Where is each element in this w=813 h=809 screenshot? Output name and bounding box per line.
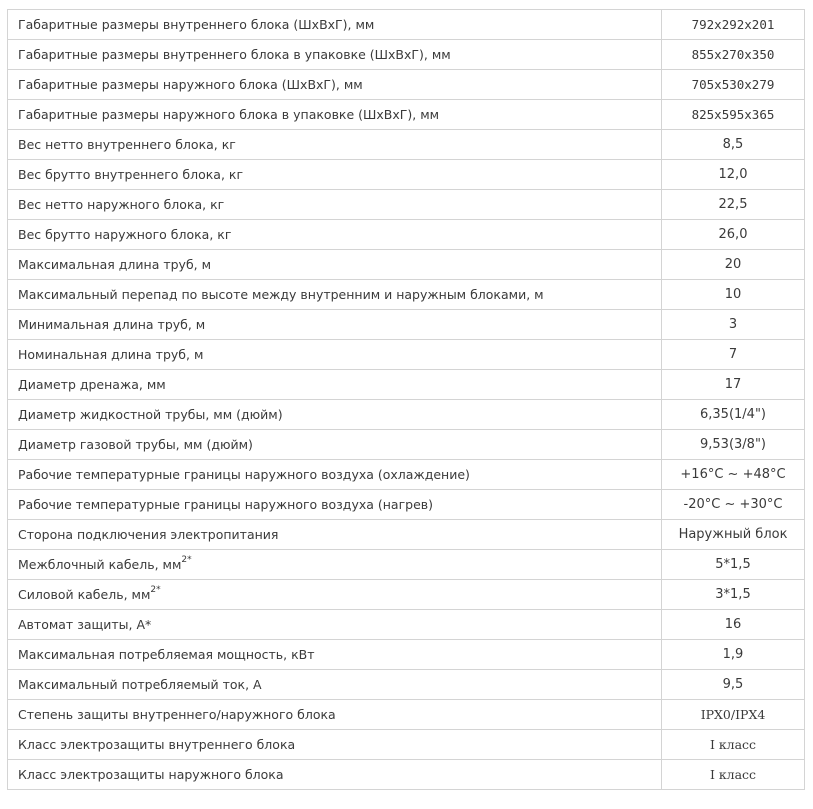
row-value: 20 bbox=[662, 250, 805, 280]
row-value: 9,53(3/8") bbox=[662, 430, 805, 460]
row-name: Максимальный перепад по высоте между внутренним и наружным блоками, м bbox=[8, 280, 662, 310]
row-name: Вес нетто наружного блока, кг bbox=[8, 190, 662, 220]
row-value: +16°C ~ +48°C bbox=[662, 460, 805, 490]
row-name-text: Межблочный кабель, мм bbox=[18, 556, 182, 572]
row-value: 9,5 bbox=[662, 670, 805, 700]
row-value: 16 bbox=[662, 610, 805, 640]
table-row bbox=[8, 520, 805, 550]
row-value: Наружный блок bbox=[662, 520, 805, 550]
table-row bbox=[8, 220, 805, 250]
row-name: Степень защиты внутреннего/наружного блока bbox=[8, 700, 662, 730]
row-name-text: Силовой кабель, мм bbox=[18, 586, 151, 602]
row-value: 705x530x279 bbox=[662, 70, 805, 100]
row-name: Диаметр жидкостной трубы, мм (дюйм) bbox=[8, 400, 662, 430]
row-name: Рабочие температурные границы наружного воздуха (охлаждение) bbox=[8, 460, 662, 490]
table-row bbox=[8, 490, 805, 520]
row-name: Габаритные размеры наружного блока в упаковке (ШхВхГ), мм bbox=[8, 100, 662, 130]
row-value: 855x270x350 bbox=[662, 40, 805, 70]
table-row bbox=[8, 700, 805, 730]
row-name bbox=[8, 580, 662, 610]
row-name-superscript: 2* bbox=[150, 585, 161, 596]
row-value: -20°C ~ +30°C bbox=[662, 490, 805, 520]
row-name: Габаритные размеры наружного блока (ШхВхГ), мм bbox=[8, 70, 662, 100]
table-row bbox=[8, 40, 805, 70]
table-row bbox=[8, 280, 805, 310]
row-value: 8,5 bbox=[662, 130, 805, 160]
row-name: Габаритные размеры внутреннего блока (ШхВхГ), мм bbox=[8, 10, 662, 40]
table-row bbox=[8, 310, 805, 340]
row-value: 3*1,5 bbox=[662, 580, 805, 610]
row-value: 17 bbox=[662, 370, 805, 400]
row-name: Рабочие температурные границы наружного воздуха (нагрев) bbox=[8, 490, 662, 520]
row-value: 6,35(1/4") bbox=[662, 400, 805, 430]
table-row bbox=[8, 640, 805, 670]
row-name: Диаметр дренажа, мм bbox=[8, 370, 662, 400]
row-value: 5*1,5 bbox=[662, 550, 805, 580]
row-name: Диаметр газовой трубы, мм (дюйм) bbox=[8, 430, 662, 460]
row-value: 10 bbox=[662, 280, 805, 310]
row-name: Класс электрозащиты наружного блока bbox=[8, 760, 662, 790]
row-name: Номинальная длина труб, м bbox=[8, 340, 662, 370]
row-name: Вес брутто внутреннего блока, кг bbox=[8, 160, 662, 190]
table-row bbox=[8, 460, 805, 490]
table-row bbox=[8, 130, 805, 160]
table-row bbox=[8, 100, 805, 130]
table-row bbox=[8, 70, 805, 100]
row-name: Максимальная длина труб, м bbox=[8, 250, 662, 280]
table-row bbox=[8, 430, 805, 460]
table-row bbox=[8, 610, 805, 640]
table-row bbox=[8, 190, 805, 220]
table-row bbox=[8, 580, 805, 610]
row-name: Максимальная потребляемая мощность, кВт bbox=[8, 640, 662, 670]
table-row bbox=[8, 250, 805, 280]
table-row bbox=[8, 730, 805, 760]
table-row bbox=[8, 550, 805, 580]
row-name: Сторона подключения электропитания bbox=[8, 520, 662, 550]
row-value: 7 bbox=[662, 340, 805, 370]
row-value: IPX0/IPX4 bbox=[662, 700, 805, 730]
table-row bbox=[8, 670, 805, 700]
table-row bbox=[8, 370, 805, 400]
row-value: 792x292x201 bbox=[662, 10, 805, 40]
table-row bbox=[8, 760, 805, 790]
row-name: Вес брутто наружного блока, кг bbox=[8, 220, 662, 250]
row-name: Вес нетто внутреннего блока, кг bbox=[8, 130, 662, 160]
row-name: Класс электрозащиты внутреннего блока bbox=[8, 730, 662, 760]
spec-table bbox=[7, 9, 805, 790]
row-value: 12,0 bbox=[662, 160, 805, 190]
table-row bbox=[8, 10, 805, 40]
row-value: 1,9 bbox=[662, 640, 805, 670]
row-name: Максимальный потребляемый ток, А bbox=[8, 670, 662, 700]
row-value: 825x595x365 bbox=[662, 100, 805, 130]
row-value: 3 bbox=[662, 310, 805, 340]
row-value: I класс bbox=[662, 730, 805, 760]
row-value: I класс bbox=[662, 760, 805, 790]
row-name bbox=[8, 550, 662, 580]
row-name: Минимальная длина труб, м bbox=[8, 310, 662, 340]
row-value: 26,0 bbox=[662, 220, 805, 250]
table-row bbox=[8, 340, 805, 370]
table-row bbox=[8, 400, 805, 430]
row-name: Автомат защиты, А* bbox=[8, 610, 662, 640]
row-name-superscript: 2* bbox=[181, 555, 192, 566]
row-name: Габаритные размеры внутреннего блока в упаковке (ШхВхГ), мм bbox=[8, 40, 662, 70]
row-value: 22,5 bbox=[662, 190, 805, 220]
table-row bbox=[8, 160, 805, 190]
